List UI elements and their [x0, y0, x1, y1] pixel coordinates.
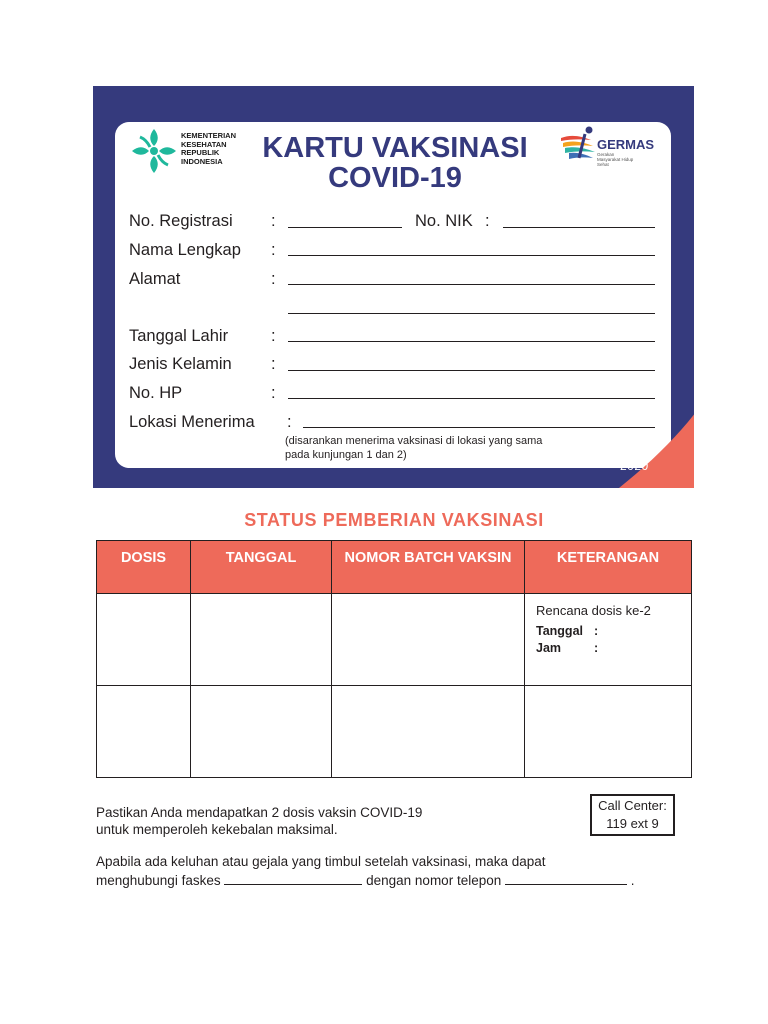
colon: : [271, 384, 276, 402]
input-line-jenis-kelamin[interactable] [288, 370, 655, 371]
label-no-registrasi: No. Registrasi [129, 212, 233, 230]
card-title-line1: KARTU VAKSINASI [262, 132, 528, 164]
colon: : [594, 624, 599, 638]
second-dose-plan: Rencana dosis ke-2 [536, 603, 651, 618]
label-alamat: Alamat [129, 270, 181, 288]
germas-logo-icon [559, 124, 599, 164]
reminder-line: Pastikan Anda mendapatkan 2 dosis vaksin COVID-19 [96, 805, 423, 820]
table-row [97, 594, 692, 686]
note-line: (disarankan menerima vaksinasi di lokasi yang sama [285, 435, 543, 447]
ministry-line: INDONESIA [181, 156, 223, 166]
table-row [97, 686, 692, 778]
input-line-nama[interactable] [288, 255, 655, 256]
vaccination-status-table [96, 540, 692, 778]
cell-keterangan[interactable] [525, 686, 692, 778]
label-no-hp: No. HP [129, 384, 183, 402]
header-dosis: DOSIS [97, 541, 191, 594]
instruction-line: Apabila ada keluhan atau gejala yang timbul setelah vaksinasi, maka dapat [96, 854, 546, 869]
label-no-nik: No. NIK [415, 212, 473, 230]
note-line: pada kunjungan 1 dan 2) [285, 448, 407, 461]
ministry-name [181, 132, 236, 166]
call-center-label: Call Center: [598, 798, 667, 813]
ministry-line: KESEHATAN [181, 139, 227, 149]
input-line-tanggal-lahir[interactable] [288, 341, 655, 342]
label-tanggal-lahir: Tanggal Lahir [129, 327, 229, 345]
colon: : [271, 355, 276, 373]
input-line-alamat-2[interactable] [288, 313, 655, 314]
status-title: STATUS PEMBERIAN VAKSINASI [244, 510, 544, 530]
plan-time-label: Jam [536, 641, 562, 655]
input-line-hp[interactable] [288, 398, 655, 399]
location-note [285, 435, 542, 462]
germas-wordmark: GERMAS [597, 137, 655, 152]
complaint-instruction [96, 852, 635, 890]
phone-blank-line[interactable] [505, 872, 627, 885]
input-line-alamat[interactable] [288, 284, 655, 285]
cell-nomor-batch[interactable] [332, 686, 525, 778]
input-line-nik[interactable] [503, 227, 655, 228]
instruction-line-2 [96, 871, 635, 890]
ministry-line: REPUBLIK [181, 148, 220, 157]
plan-date-label: Tanggal [536, 624, 583, 638]
header-nomor-batch: NOMOR BATCH VAKSIN [332, 541, 525, 594]
card-corner-accent [534, 348, 694, 488]
cell-tanggal[interactable] [191, 594, 332, 686]
reminder-line: untuk memperoleh kekebalan maksimal. [96, 822, 338, 837]
cell-tanggal[interactable] [191, 686, 332, 778]
cell-dosis[interactable] [97, 686, 191, 778]
call-center-box [590, 794, 675, 836]
header-tanggal: TANGGAL [191, 541, 332, 594]
header-keterangan: KETERANGAN [525, 541, 692, 594]
card-title-line2: COVID-19 [328, 162, 462, 194]
cell-keterangan[interactable] [525, 594, 692, 686]
germas-tagline: Gerakan Masyarakat Hidup Sehat [597, 152, 634, 167]
call-center-number: 119 ext 9 [606, 816, 659, 831]
colon: : [485, 212, 490, 230]
colon: : [271, 212, 276, 230]
label-lokasi-menerima: Lokasi Menerima [129, 413, 255, 431]
table-header-row [97, 541, 692, 594]
cell-dosis[interactable] [97, 594, 191, 686]
instruction-faskes: menghubungi faskes [96, 873, 221, 888]
kemenkes-logo-icon [130, 127, 178, 175]
cell-nomor-batch[interactable] [332, 594, 525, 686]
plan-date-row [536, 623, 691, 640]
label-jenis-kelamin: Jenis Kelamin [129, 355, 232, 373]
instruction-phone: dengan nomor telepon [366, 873, 502, 888]
colon: : [271, 270, 276, 288]
colon: : [271, 241, 276, 259]
input-line-registrasi[interactable] [288, 227, 402, 228]
instruction-end: . [630, 873, 635, 888]
input-line-lokasi[interactable] [303, 427, 655, 428]
faskes-blank-line[interactable] [224, 872, 362, 885]
colon: : [287, 413, 292, 431]
colon: : [271, 327, 276, 345]
plan-time-row [536, 640, 691, 657]
ministry-line: KEMENTERIAN [181, 131, 237, 140]
label-nama-lengkap: Nama Lengkap [129, 241, 241, 259]
two-dose-reminder [96, 804, 422, 838]
colon: : [594, 641, 599, 655]
card-year: 2020 [620, 459, 649, 473]
